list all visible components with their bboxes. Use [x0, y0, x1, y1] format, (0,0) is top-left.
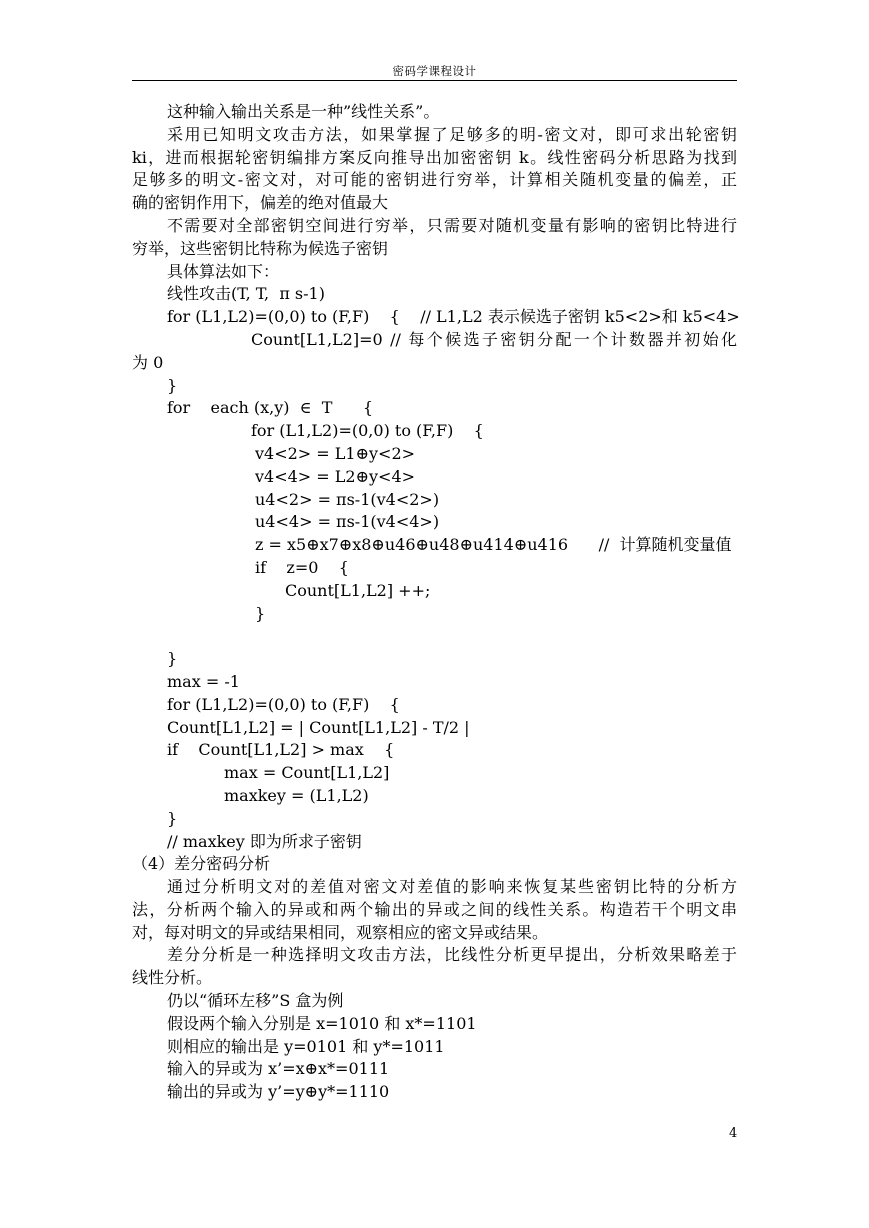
- code-line: u4<4> = πs-1(v4<4>): [255, 512, 440, 532]
- text-line: 采用已知明文攻击方法，如果掌握了足够多的明-密文对，即可求出轮密钥: [167, 124, 737, 144]
- section-heading: （4）差分密码分析: [132, 854, 271, 874]
- text-line: 具体算法如下：: [167, 261, 280, 281]
- code-line: Count[L1,L2]=0 // 每个候选子密钥分配一个计数器并初始化: [251, 329, 737, 349]
- code-line: for (L1,L2)=(0,0) to (F,F) {: [167, 694, 400, 714]
- text-line: 法，分析两个输入的异或和两个输出的异或之间的线性关系。构造若干个明文串: [132, 899, 737, 919]
- text-line: 不需要对全部密钥空间进行穷举，只需要对随机变量有影响的密钥比特进行: [167, 215, 737, 235]
- page-number: 4: [729, 1126, 738, 1141]
- text-line: 差分分析是一种选择明文攻击方法，比线性分析更早提出，分析效果略差于: [167, 945, 737, 965]
- code-line: 为 0: [132, 352, 164, 372]
- text-line: 穷举，这些密钥比特称为候选子密钥: [132, 238, 389, 258]
- code-line: }: [167, 375, 178, 395]
- code-line: }: [167, 649, 178, 669]
- code-line: maxkey = (L1,L2): [224, 785, 369, 805]
- code-line: for (L1,L2)=(0,0) to (F,F) {: [251, 421, 484, 441]
- code-line: if z=0 {: [255, 557, 349, 577]
- code-line: Count[L1,L2] ++;: [285, 580, 431, 600]
- code-line: if Count[L1,L2] > max {: [167, 740, 395, 760]
- document-body: [132, 101, 740, 1104]
- page-header-title: 密码学课程设计: [392, 64, 477, 78]
- code-line: Count[L1,L2] = | Count[L1,L2] - T/2 |: [167, 717, 470, 737]
- text-line: 线性分析。: [132, 968, 213, 988]
- text-line: 确的密钥作用下，偏差的绝对值最大: [132, 193, 389, 213]
- text-line: 则相应的输出是 y=0101 和 y*=1011: [167, 1036, 445, 1056]
- text-line: 仍以“循环左移”S 盒为例: [167, 991, 344, 1011]
- text-line: 对，每对明文的异或结果相同，观察相应的密文异或结果。: [132, 922, 549, 942]
- text-line: 足够多的明文-密文对，对可能的密钥进行穷举，计算相关随机变量的偏差，正: [132, 170, 737, 190]
- code-line: 线性攻击(T, T, π s-1): [167, 284, 325, 304]
- text-line: 输出的异或为 y’=y⊕y*=1110: [167, 1082, 390, 1102]
- header-divider: [132, 80, 737, 81]
- code-line: max = -1: [167, 671, 240, 691]
- code-line: v4<4> = L2⊕y<4>: [255, 466, 416, 486]
- text-line: 假设两个输入分别是 x=1010 和 x*=1101: [167, 1013, 477, 1033]
- code-line: }: [255, 603, 266, 623]
- text-line: ki，进而根据轮密钥编排方案反向推导出加密密钥 k。线性密码分析思路为找到: [132, 147, 737, 167]
- code-line: max = Count[L1,L2]: [224, 763, 390, 783]
- code-line: for (L1,L2)=(0,0) to (F,F) { // L1,L2 表示候选子密钥 k5<2>和 k5<4>: [167, 307, 740, 327]
- code-line: u4<2> = πs-1(v4<2>): [255, 489, 440, 509]
- code-line: // maxkey 即为所求子密钥: [167, 831, 362, 851]
- blank-line: [132, 625, 737, 648]
- text-line: 通过分析明文对的差值对密文对差值的影响来恢复某些密钥比特的分析方: [167, 877, 737, 897]
- code-line: v4<2> = L1⊕y<2>: [255, 443, 416, 463]
- text-line: 这种输入输出关系是一种”线性关系”。: [167, 102, 440, 121]
- text-line: 输入的异或为 x’=x⊕x*=0111: [167, 1059, 390, 1079]
- code-line: for each (x,y) ∈ T {: [167, 398, 374, 418]
- code-line: }: [167, 808, 178, 828]
- code-line: z = x5⊕x7⊕x8⊕u46⊕u48⊕u414⊕u416 // 计算随机变量值: [255, 535, 732, 555]
